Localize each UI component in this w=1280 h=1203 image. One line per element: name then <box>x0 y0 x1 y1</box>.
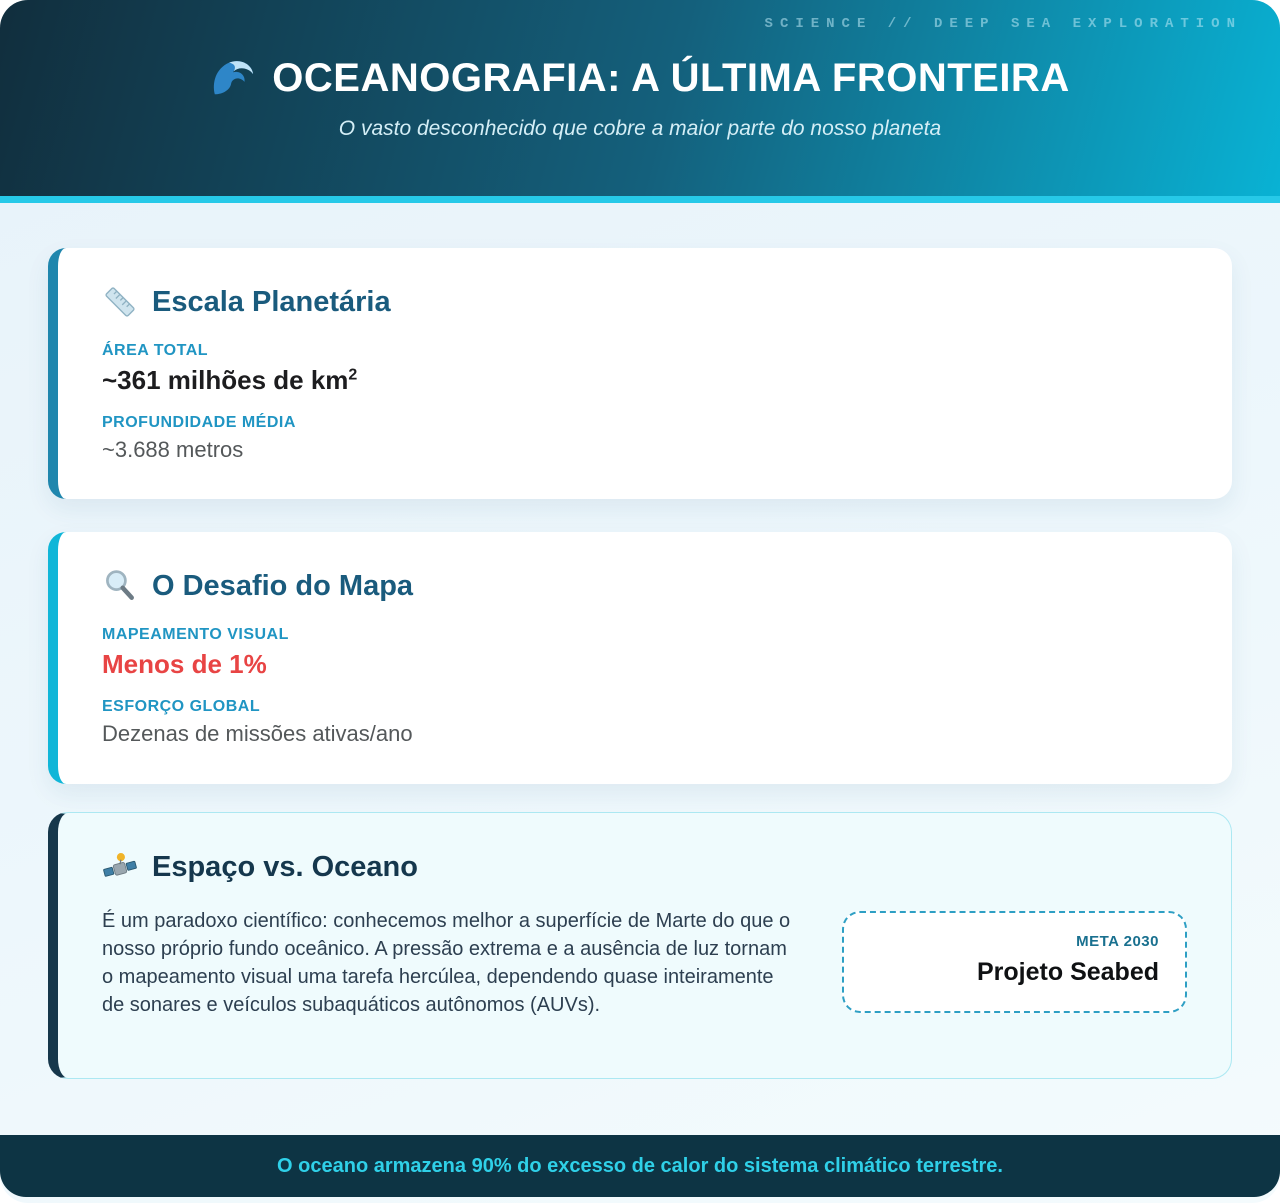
card-title-row <box>102 284 1188 320</box>
card-space-vs-ocean <box>48 812 1232 1079</box>
magnifying-glass-icon <box>102 568 138 604</box>
stat-value-text: ~361 milhões de km <box>102 365 349 395</box>
card-title-row <box>102 568 1188 604</box>
stat-visual-mapping <box>102 626 1188 680</box>
wave-icon <box>210 55 256 101</box>
main-content <box>0 203 1280 1135</box>
stat-total-area <box>102 342 1188 396</box>
stat-value: ~3.688 metros <box>102 437 244 462</box>
stat-average-depth <box>102 414 1188 463</box>
card-title: Escala Planetária <box>152 285 391 318</box>
ruler-icon <box>102 284 138 320</box>
stat-label: MAPEAMENTO VISUAL <box>102 626 289 643</box>
stat-label: PROFUNDIDADE MÉDIA <box>102 414 296 431</box>
card-planetary-scale <box>48 248 1232 499</box>
stat-value-superscript: 2 <box>348 366 358 384</box>
stat-label: ÁREA TOTAL <box>102 342 209 359</box>
page-subtitle: O vasto desconhecido que cobre a maior parte do nosso planeta <box>338 117 942 140</box>
card-title: O Desafio do Mapa <box>152 569 414 602</box>
card-map-challenge <box>48 532 1232 784</box>
goal-label: META 2030 <box>1076 933 1159 950</box>
goal-value: Projeto Seabed <box>977 958 1159 986</box>
page-title: OCEANOGRAFIA: A ÚLTIMA FRONTEIRA <box>272 55 1070 100</box>
title-row <box>0 55 1280 101</box>
footer-text: O oceano armazena 90% do excesso de calor do sistema climático terrestre. <box>277 1154 1003 1177</box>
card-paragraph: É um paradoxo científico: conhecemos melhor a superfície de Marte do que o nosso próprio fundo oceânico. A pressão extrema e a ausência de luz tornam o mapeamento visual uma tarefa hercúlea, dependendo quase inteiramente de sonares e veículos subaquáticos autônomos (AUVs). <box>102 910 791 1016</box>
goal-callout <box>842 911 1187 1013</box>
stat-value <box>102 365 1188 396</box>
card-title: Espaço vs. Oceano <box>152 850 418 883</box>
card-title-row <box>102 849 1187 885</box>
stat-value: Menos de 1% <box>102 649 267 679</box>
stat-value: Dezenas de missões ativas/ano <box>102 721 413 746</box>
stat-global-effort <box>102 698 1188 747</box>
header <box>0 0 1280 203</box>
stat-label: ESFORÇO GLOBAL <box>102 698 261 715</box>
kicker-label: SCIENCE // DEEP SEA EXPLORATION <box>764 16 1242 32</box>
space-content-row <box>102 907 1187 1019</box>
footer <box>0 1135 1280 1197</box>
satellite-icon <box>102 849 138 885</box>
